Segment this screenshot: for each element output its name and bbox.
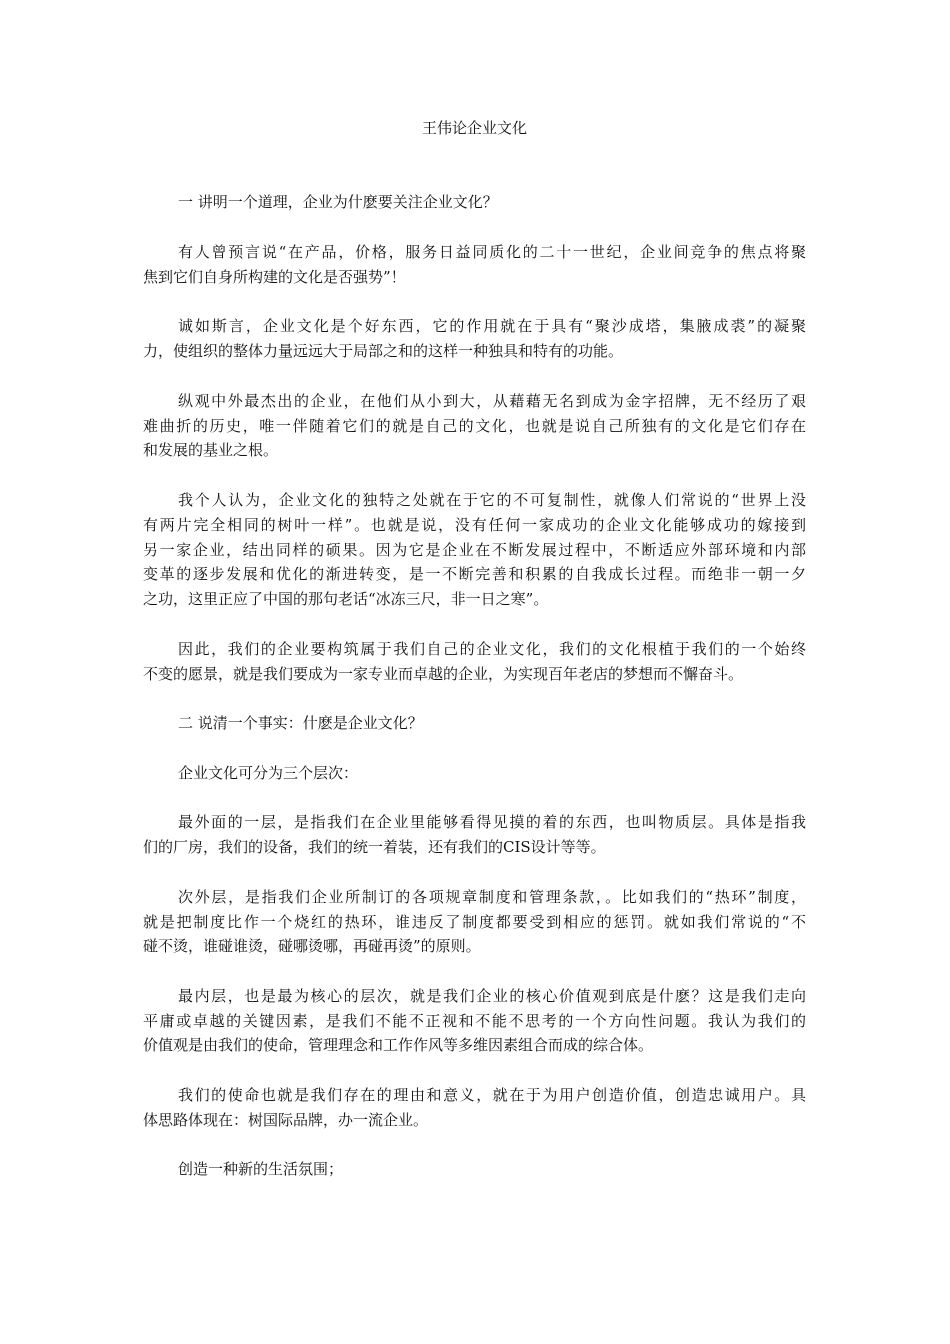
paragraph bbox=[143, 1083, 806, 1133]
paragraph-line: 有人曾预言说“在产品，价格，服务日益同质化的二十一世纪，企业间竞争的焦点将聚 bbox=[178, 242, 806, 261]
paragraph-line: 次外层，是指我们企业所制订的各项规章制度和管理条款，。比如我们的“热环”制度， bbox=[178, 887, 806, 906]
paragraph bbox=[143, 637, 806, 687]
paragraph-line: 有两片完全相同的树叶一样”。也就是说，没有任何一家成功的企业文化能够成功的嫁接到 bbox=[143, 515, 806, 534]
document-title: 王伟论企业文化 bbox=[421, 119, 527, 137]
paragraph bbox=[143, 389, 806, 463]
paragraph-line: 二 说清一个事实：什麽是企业文化？ bbox=[178, 714, 423, 733]
paragraph-line: 创造一种新的生活氛围； bbox=[178, 1160, 344, 1179]
paragraph bbox=[143, 314, 806, 364]
paragraph-line: 们的厂房，我们的设备，我们的统一着装，还有我们的CIS设计等等。 bbox=[143, 838, 606, 857]
paragraph-line: 变革的逐步发展和优化的渐进转变，是一不断完善和积累的自我成长过程。而绝非一朝一夕 bbox=[143, 565, 806, 584]
paragraph-line: 不变的愿景，就是我们要成为一家专业而卓越的企业，为实现百年老店的梦想而不懈奋斗。 bbox=[143, 664, 744, 683]
paragraph-line: 体思路体现在：树国际品牌，办一流企业。 bbox=[143, 1110, 429, 1129]
paragraph bbox=[143, 711, 806, 736]
paragraph-line: 力，使组织的整体力量远远大于局部之和的这样一种独具和特有的功能。 bbox=[143, 342, 624, 361]
paragraph bbox=[143, 1157, 806, 1182]
paragraph-line: 平庸或卓越的关键因素，是我们不能不正视和不能不思考的一个方向性问题。我认为我们的 bbox=[143, 1011, 806, 1030]
paragraph bbox=[143, 885, 806, 959]
paragraph-line: 最内层，也是最为核心的层次，就是我们企业的核心价值观到底是什麽？这是我们走向 bbox=[178, 986, 806, 1005]
paragraph-line: 企业文化可分为三个层次： bbox=[178, 763, 359, 782]
paragraph bbox=[143, 488, 806, 612]
document-page bbox=[143, 116, 806, 1207]
paragraph-line: 就是把制度比作一个烧红的热环，谁违反了制度都要受到相应的惩罚。就如我们常说的“不 bbox=[143, 912, 806, 931]
document-body bbox=[143, 190, 806, 1182]
paragraph-line: 诚如斯言，企业文化是个好东西，它的作用就在于具有“聚沙成塔，集腋成裘”的凝聚 bbox=[178, 317, 806, 336]
paragraph-line: 最外面的一层，是指我们在企业里能够看得见摸的着的东西，也叫物质层。具体是指我 bbox=[178, 813, 806, 832]
paragraph-line: 难曲折的历史，唯一伴随着它们的就是自己的文化，也就是说自己所独有的文化是它们存在 bbox=[143, 416, 806, 435]
paragraph-line: 另一家企业，结出同样的硕果。因为它是企业在不断发展过程中，不断适应外部环境和内部 bbox=[143, 540, 806, 559]
paragraph-line: 我们的使命也就是我们存在的理由和意义，就在于为用户创造价值，创造忠诚用户。具 bbox=[178, 1086, 806, 1105]
paragraph-line: 我个人认为，企业文化的独特之处就在于它的不可复制性，就像人们常说的“世界上没 bbox=[178, 490, 806, 509]
paragraph bbox=[143, 761, 806, 786]
paragraph-line: 因此，我们的企业要构筑属于我们自己的企业文化，我们的文化根植于我们的一个始终 bbox=[178, 639, 806, 658]
paragraph bbox=[143, 190, 806, 215]
paragraph bbox=[143, 810, 806, 860]
paragraph bbox=[143, 984, 806, 1058]
paragraph-line: 一 讲明一个道理，企业为什麽要关注企业文化？ bbox=[178, 193, 498, 212]
paragraph-line: 碰不烫，谁碰谁烫，碰哪烫哪，再碰再烫”的原则。 bbox=[143, 937, 481, 956]
paragraph bbox=[143, 240, 806, 290]
paragraph-line: 价值观是由我们的使命，管理理念和工作作风等多维因素组合而成的综合体。 bbox=[143, 1036, 654, 1055]
paragraph-line: 和发展的基业之根。 bbox=[143, 441, 279, 460]
paragraph-line: 焦到它们自身所构建的文化是否强势”！ bbox=[143, 267, 406, 286]
paragraph-line: 之功，这里正应了中国的那句老话“冰冻三尺，非一日之寒”。 bbox=[143, 590, 549, 609]
paragraph-line: 纵观中外最杰出的企业，在他们从小到大，从藉藉无名到成为金字招牌，无不经历了艰 bbox=[178, 391, 806, 410]
